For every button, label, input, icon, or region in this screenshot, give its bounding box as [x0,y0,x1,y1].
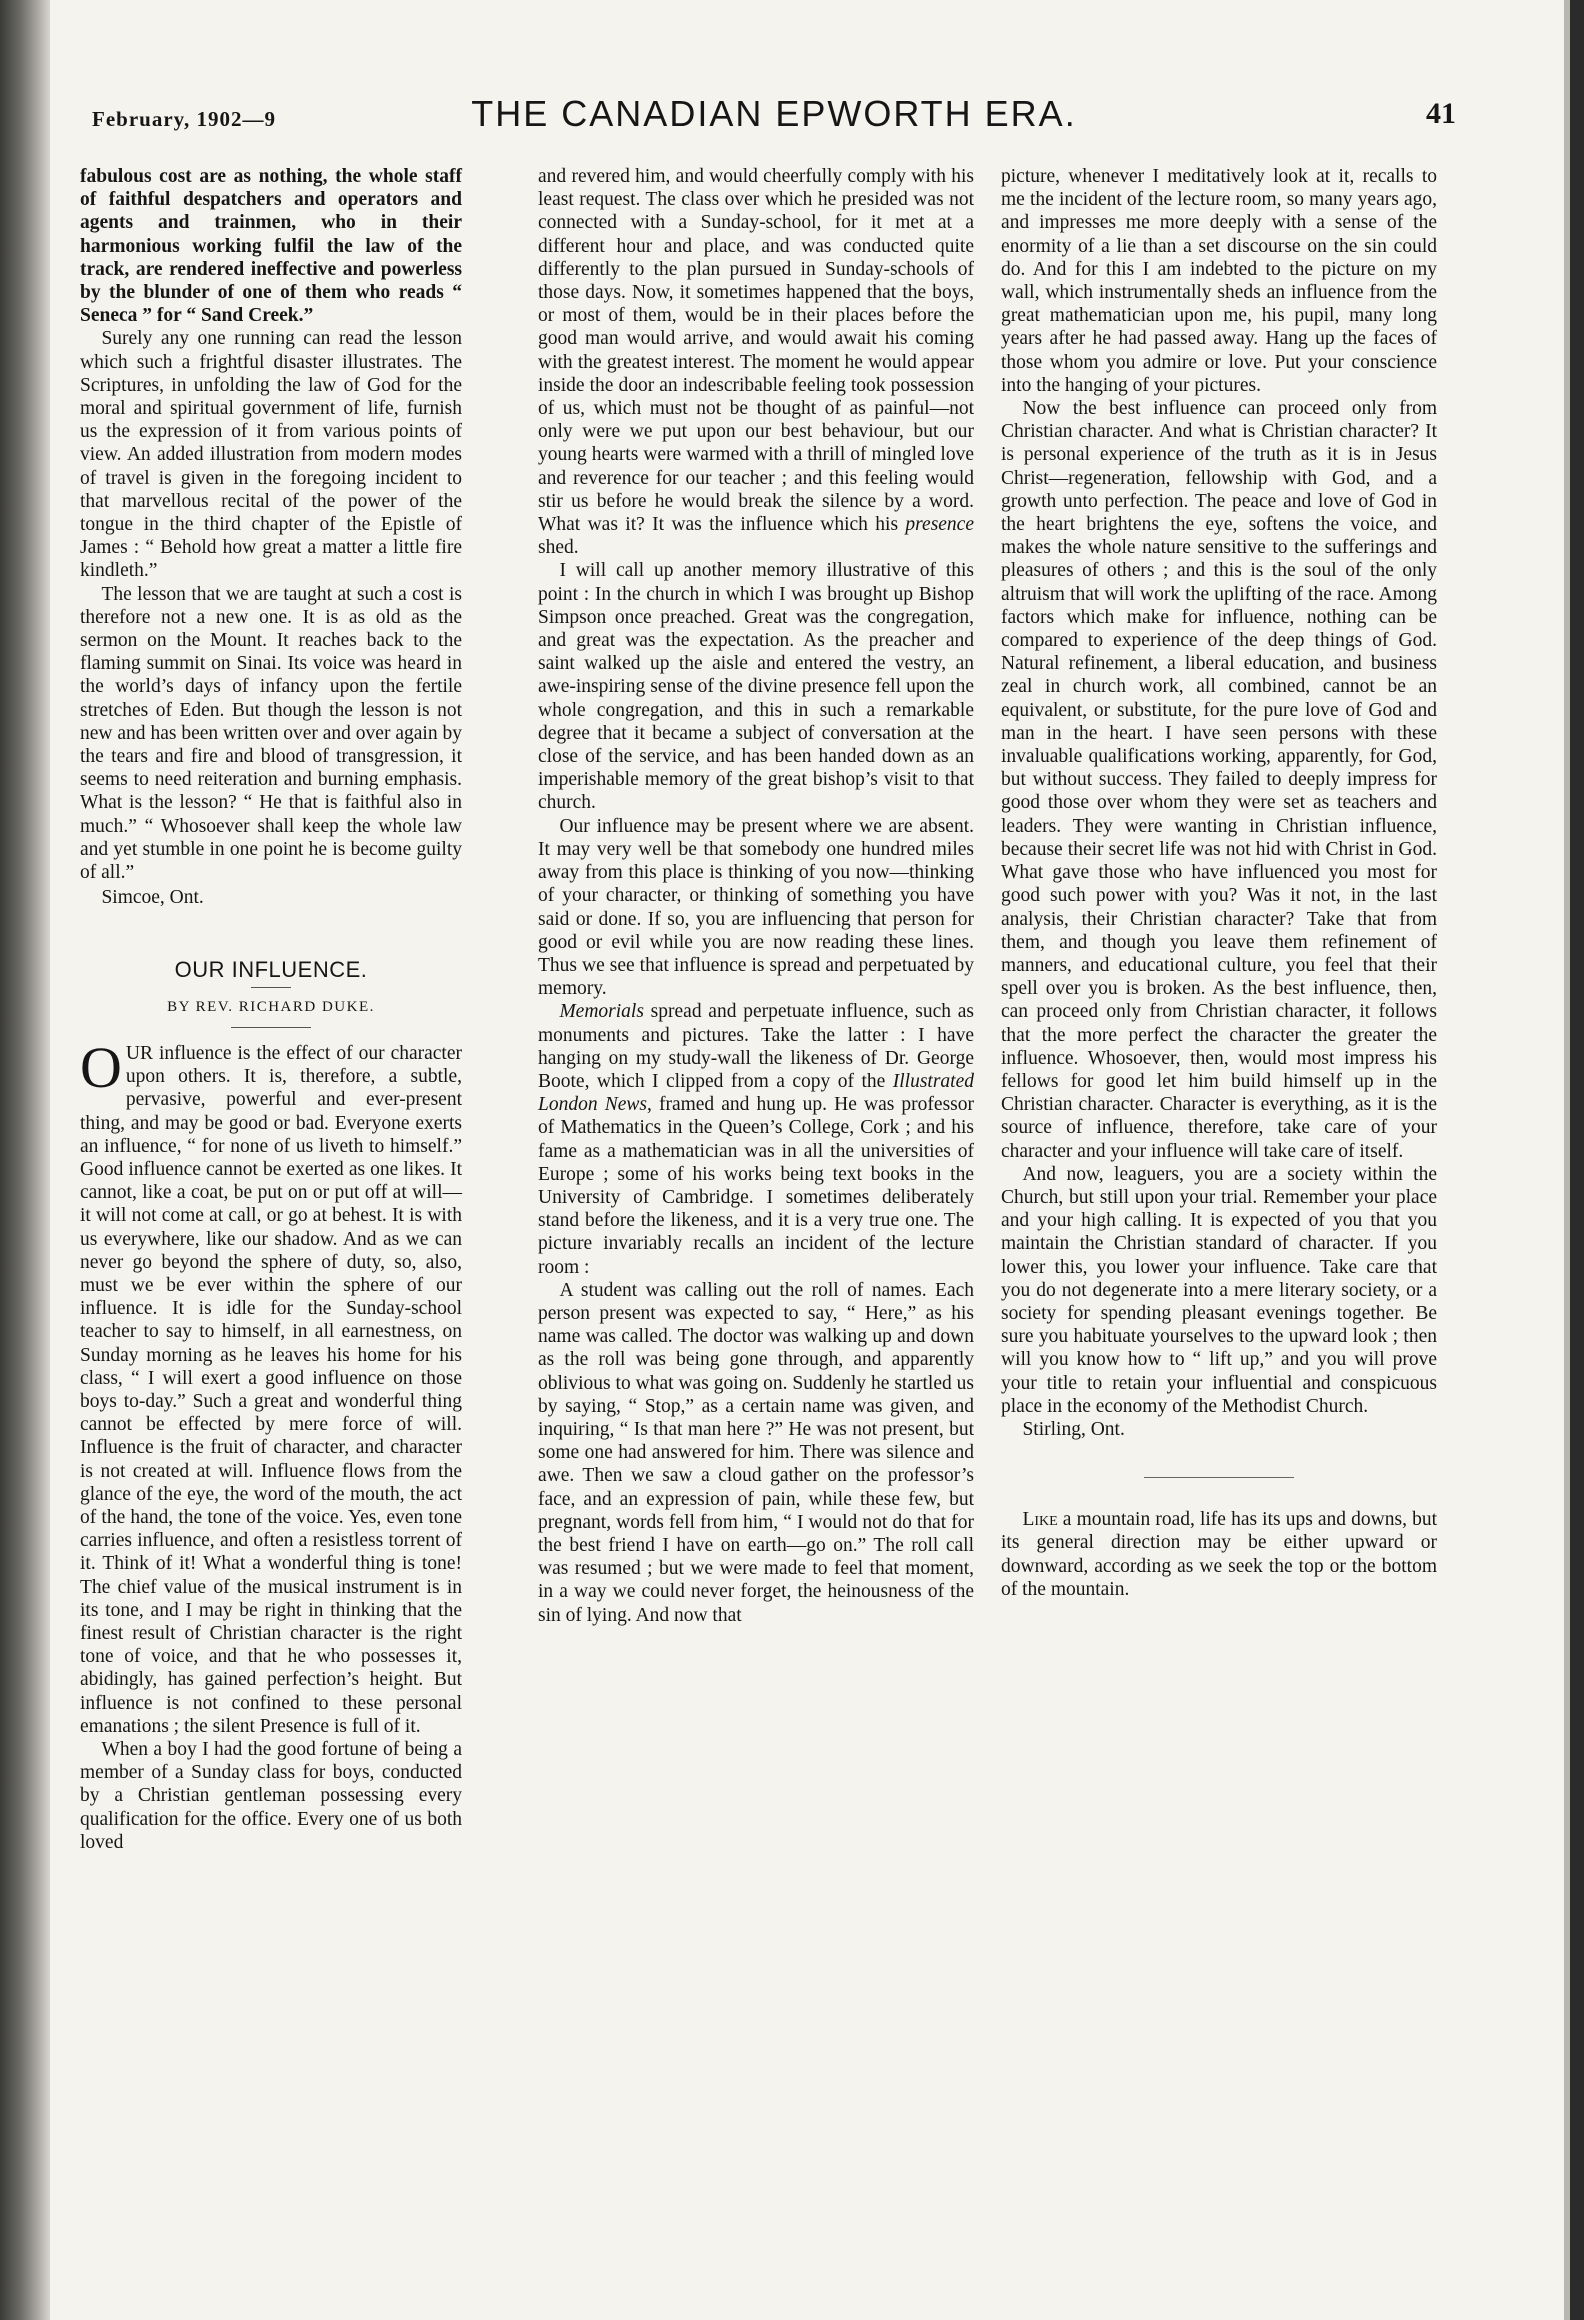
paragraph [538,165,974,559]
emphasis: Memorials [559,1001,644,1023]
issue-date: February, 1902—9 [92,107,276,131]
paragraph: When a boy I had the good fortune of being a member of a Sunday class for boys, conducted by a Christian gentleman possessing every qualification for the office. Every one of us both loved [80,1739,462,1853]
text-span: shed. [538,537,579,559]
place-line: Simcoe, Ont. [101,887,204,909]
byline: BY REV. RICHARD DUKE. [167,998,375,1015]
paragraph: fabulous cost are as nothing, the whole staff of faithful despatchers and operators and agents and trainmen, who in their harmonious working fulfil the law of the track, are rendered ineffective and powerless by the blunder of one of them who reads “ Seneca ” for “ Sand Creek.” [80,166,462,327]
place-line: Stirling, Ont. [1022,1418,1125,1440]
paragraph [80,1034,462,1738]
text-span: spread and perpetuate influence, such as monuments and pictures. Take the latter : I have hanging on my study-wall the likeness of Dr. George Boote, which I clipped from a copy of the [538,1001,974,1092]
text-span: and revered him, and would cheerfully comply with his least request. The class over which he presided was not connected with a Sunday-school, for it met at a different hour and place, and was conducted quite differently to the plan pursued in Sunday-schools of those days. Now, it sometimes happened that the boys, or most of them, would be in their places before the good man would arrive, and would await his coming with the greatest interest. The moment he would appear inside the door an indescribable feeling took possession of us, which must not be thought of as painful—not only were we put upon our best behaviour, but our young hearts were warmed with a thrill of mingled love and reverence for our teacher ; and this feeling would stir us before he would break the silence by a word. What was it? It was the influence which his [538,166,974,536]
drop-cap: O [80,1034,122,1100]
text-span: UR [125,1042,153,1064]
paragraph [538,1000,974,1278]
publication-title: THE CANADIAN EPWORTH ERA. [471,93,1077,134]
paragraph [1001,1508,1437,1601]
emphasis: Illustrated London News [538,1070,974,1116]
column-1 [80,165,462,1854]
divider [1144,1477,1294,1478]
book-spine [0,0,50,2320]
article-title: OUR INFLUENCE. [174,956,368,982]
paragraph: I will call up another memory illustrative of this point : In the church in which I was brought up Bishop Simpson once preached. Great was the congregation, and great was the expectation. As the preacher and saint walked up the aisle and entered the vestry, an awe-inspiring sense of the divine presence fell upon the whole congregation, and this in such a remarkable degree that it became a subject of conversation at the close of the service, and has been handed down as an imperishable memory of the great bishop’s visit to that church. [538,560,974,814]
text-span: a mountain road, life has its ups and downs, but its general direction may be either upward or downward, according as we seek the top or the bottom of the mountain. [1001,1509,1437,1600]
emphasis: presence [905,514,974,536]
text-span: influence is the effect of our character upon others. It is, therefore, a subtle, pervasive, powerful and ever-present thing, and may be good or bad. Everyone exerts an influence, “ for none of us liveth to himself.” Good influence cannot be exerted as one likes. It cannot, like a coat, be put on or put off at will—it will not come at call, or go at behest. It is with us everywhere, like our shadow. And as we can never go beyond the sphere of duty, so, also, must we be ever within the sphere of our influence. It is idle for the Sunday-school teacher to say to himself, in all earnestness, on Sunday morning as he leaves his home for his class, “ I will exert a good influence on those boys to-day.” Such a great and wonderful thing cannot be effected by mere force of will. Influence is the fruit of character, and character is not created at will. Influence flows from the glance of the eye, the word of the mouth, the act of the hand, the tone of the voice. Yes, even tone carries influence, and often a resistless torrent of it. Think of it! What a wonderful thing is tone! The chief value of the musical instrument is in its tone, and I may be right in thinking that the finest result of Christian character is the right tone of voice, and that he who possesses it, abidingly, has gained perfection’s height. But influence is not confined to these personal emanations ; the silent Presence is full of it. [80,1042,462,1737]
paragraph: picture, whenever I meditatively look at it, recalls to me the incident of the lecture room, so many years ago, and impresses me more deeply with a sense of the enormity of a lie than a set discourse on the sin could do. And for this I am indebted to the picture on my wall, which instrumentally sheds an influence from the great mathematician upon me, his pupil, many long years after he had passed away. Hang up the faces of those whom you admire or love. Put your conscience into the hanging of your pictures. [1001,166,1437,396]
paragraph: Now the best influence can proceed only from Christian character. And what is Christian character? It is personal experience of the truth as it is in Jesus Christ—regeneration, fellowship with God, and a growth unto perfection. The peace and love of God in the heart brightens the eye, softens the voice, and makes the whole nature sensitive to the sufferings and pleasures of others ; and this is the soul of the only altruism that will work the uplifting of the race. Among factors which make for influence, nothing can be compared to experience of the deep things of God. Natural refinement, a liberal education, and business zeal in church work, all combined, cannot be an equivalent, or substitute, for the pure love of God and man in the heart. I have seen persons with these invaluable qualifications working, apparently, for God, but without success. They failed to deeply impress for good those over whom they were set as teachers and leaders. They were wanting in Christian influence, because their secret life was not hid with Christ in God. What gave those who have influenced you most for good such power with you? Was it not, in the last analysis, their Christian character? Take that from them, and though you leave them refinement of manners, and educational culture, you feel that their spell over you is broken. As the best influence, then, can proceed only from Christian character, it follows that the more perfect the character the greater the influence. Whosoever, then, would most impress his fellows for good let him build himself up in the Christian character. Character is everything, as it is the source of influence, therefore, take care of your character and your influence will take care of itself. [1001,398,1437,1162]
page-header [92,93,1456,143]
paragraph: A student was calling out the roll of names. Each person present was expected to say, “ Here,” as his name was called. The doctor was walking up and down as the roll was being gone through, and apparently oblivious to what was going on. Suddenly he startled us by saying, “ Stop,” as a certain name was given, and inquiring, “ Is that man here ?” He was not present, but some one had answered for him. There was silence and awe. Then we saw a cloud gather on the professor’s face, and an expression of pain, while these few, but pregnant, words fell from him, “ I would not do that for the best friend I have on earth—go on.” The roll call was resumed ; but we were made to feel that moment, in a way we could never forget, the heinousness of the sin of lying. And now that [538,1279,974,1626]
divider [251,987,291,988]
page-edge-dark [1570,0,1584,2320]
paragraph: Our influence may be present where we are absent. It may very well be that somebody one hundred miles away from this place is thinking of you now—thinking of your character, or thinking of something you have said or done. If so, you are influencing that person for good or evil while you are now reading these lines. Thus we see that influence is spread and perpetuated by memory. [538,815,974,1000]
paragraph: The lesson that we are taught at such a cost is therefore not a new one. It is as old as the sermon on the Mount. It reaches back to the flaming summit on Sinai. Its voice was heard in the world’s days of infancy upon the fertile stretches of Eden. But though the lesson is not new and has been written over and over again by the tears and fire and blood of transgression, it seems to need reiteration and burning emphasis. What is the lesson? “ He that is faithful also in much.” “ Whosoever shall keep the whole law and yet stumble in one point he is become guilty of all.” [80,583,462,884]
small-caps-lead: Like [1022,1509,1058,1531]
page-number: 41 [1426,97,1456,130]
paragraph: Surely any one running can read the lesson which such a frightful disaster illustrates. The Scriptures, in unfolding the law of God for the moral and spiritual government of life, furnish us the expression of it from various points of view. An added illustration from modern modes of travel is given in the foregoing incident to that marvellous recital of the power of the tongue in the third chapter of the Epistle of James : “ Behold how great a matter a little fire kindleth.” [80,328,462,582]
paragraph: And now, leaguers, you are a society within the Church, but still upon your trial. Remember your place and your high calling. It is expected of you that you maintain the Christian standard of character. If you lower this, you lower your influence. Take care that you do not degenerate into a mere literary society, or a society for spending pleasant evenings together. Be sure you habituate yourselves to the upward look ; then will you know how to “ lift up,” and you will prove your title to retain your influential and conspicuous place in the economy of the Methodist Church. [1001,1163,1437,1417]
column-2 [538,165,974,1627]
column-3 [1001,165,1437,1601]
text-span: , framed and hung up. He was professor of Mathematics in the Queen’s College, Cork ; and his fame as a mathematician was in all the universities of Europe ; some of his works being text books in the University of Cambridge. I sometimes deliberately stand before the likeness, and it is a very true one. The picture invariably recalls an incident of the lecture room : [538,1094,974,1278]
divider [231,1027,311,1028]
